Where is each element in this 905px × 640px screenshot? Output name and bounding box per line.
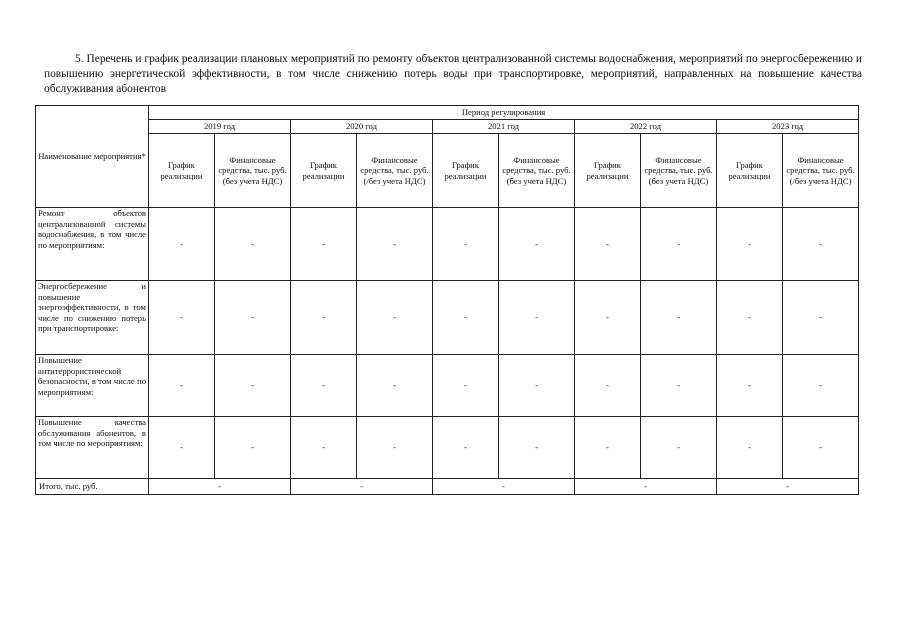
- total-value: -: [291, 479, 433, 495]
- header-measure-name: Наименование мероприятия*: [36, 106, 149, 208]
- cell-schedule: -: [149, 355, 215, 417]
- cell-schedule: -: [717, 417, 783, 479]
- header-year: 2019 год: [149, 120, 291, 134]
- cell-finance: -: [215, 417, 291, 479]
- row-measure-name: Ремонт объектов централизованной системы водоснабжения, в том числе по мероприятиям:: [36, 208, 149, 281]
- total-label: Итого, тыс. руб.: [36, 479, 149, 495]
- header-year: 2022 год: [575, 120, 717, 134]
- cell-schedule: -: [291, 281, 357, 355]
- cell-finance: -: [641, 355, 717, 417]
- cell-finance: -: [783, 417, 859, 479]
- cell-schedule: -: [433, 417, 499, 479]
- header-finance: Финансовые средства, тыс. руб. (без учета НДС): [641, 134, 717, 208]
- header-year: 2023 год: [717, 120, 859, 134]
- row-measure-name: Повышение качества обслуживания абонентов, в том числе по мероприятиям:: [36, 417, 149, 479]
- cell-finance: -: [641, 208, 717, 281]
- cell-finance: -: [499, 281, 575, 355]
- table-row: [36, 281, 859, 355]
- cell-schedule: -: [575, 417, 641, 479]
- cell-finance: -: [641, 417, 717, 479]
- cell-schedule: -: [291, 417, 357, 479]
- total-value: -: [149, 479, 291, 495]
- cell-schedule: -: [149, 208, 215, 281]
- total-value: -: [433, 479, 575, 495]
- cell-schedule: -: [149, 281, 215, 355]
- row-measure-name: Энергосбережение и повышение энергоэффективности, в том числе по снижению потерь при транспортировке:: [36, 281, 149, 355]
- cell-finance: -: [357, 208, 433, 281]
- cell-finance: -: [783, 355, 859, 417]
- header-finance: Финансовые средства, тыс. руб. (без учета НДС): [499, 134, 575, 208]
- cell-finance: -: [783, 208, 859, 281]
- total-value: -: [575, 479, 717, 495]
- cell-schedule: -: [149, 417, 215, 479]
- cell-finance: -: [499, 355, 575, 417]
- cell-finance: -: [641, 281, 717, 355]
- header-year: 2021 год: [433, 120, 575, 134]
- cell-finance: -: [215, 208, 291, 281]
- cell-schedule: -: [433, 355, 499, 417]
- cell-finance: -: [215, 355, 291, 417]
- cell-schedule: -: [291, 208, 357, 281]
- header-finance: Финансовые средства, тыс. руб. (без учета НДС): [215, 134, 291, 208]
- cell-schedule: -: [717, 355, 783, 417]
- table-row: [36, 355, 859, 417]
- header-row-subcolumns: [36, 134, 859, 208]
- header-schedule: График реализации: [291, 134, 357, 208]
- table-row: [36, 417, 859, 479]
- header-schedule: График реализации: [433, 134, 499, 208]
- header-schedule: График реализации: [149, 134, 215, 208]
- document-heading: 5. Перечень и график реализации плановых мероприятий по ремонту объектов централизованной системы водоснабжения, мероприятий по энергосбережению и повышению энергетической эффективности, в том числе снижению потерь воды при транспортировке, мероприятий, направленных на повышение качества обслуживания абонентов: [44, 53, 862, 96]
- cell-schedule: -: [717, 281, 783, 355]
- row-measure-name: Повышение антитеррористической безопасности, в том числе по мероприятиям:: [36, 355, 149, 417]
- cell-finance: -: [357, 355, 433, 417]
- cell-finance: -: [215, 281, 291, 355]
- cell-schedule: -: [433, 281, 499, 355]
- cell-schedule: -: [717, 208, 783, 281]
- cell-schedule: -: [575, 281, 641, 355]
- cell-finance: -: [499, 208, 575, 281]
- cell-finance: -: [783, 281, 859, 355]
- measures-schedule-table: [35, 105, 859, 495]
- cell-schedule: -: [575, 355, 641, 417]
- header-finance: Финансовые средства, тыс. руб. (/без учета НДС): [357, 134, 433, 208]
- cell-schedule: -: [291, 355, 357, 417]
- header-year: 2020 год: [291, 120, 433, 134]
- total-value: -: [717, 479, 859, 495]
- header-row-period: [36, 106, 859, 120]
- header-finance: Финансовые средства, тыс. руб. (/без учета НДС): [783, 134, 859, 208]
- cell-finance: -: [499, 417, 575, 479]
- cell-schedule: -: [575, 208, 641, 281]
- table-row: [36, 208, 859, 281]
- cell-schedule: -: [433, 208, 499, 281]
- header-period: Период регулирования: [149, 106, 859, 120]
- header-schedule: График реализации: [575, 134, 641, 208]
- total-row: [36, 479, 859, 495]
- cell-finance: -: [357, 417, 433, 479]
- header-schedule: График реализации: [717, 134, 783, 208]
- cell-finance: -: [357, 281, 433, 355]
- header-row-years: [36, 120, 859, 134]
